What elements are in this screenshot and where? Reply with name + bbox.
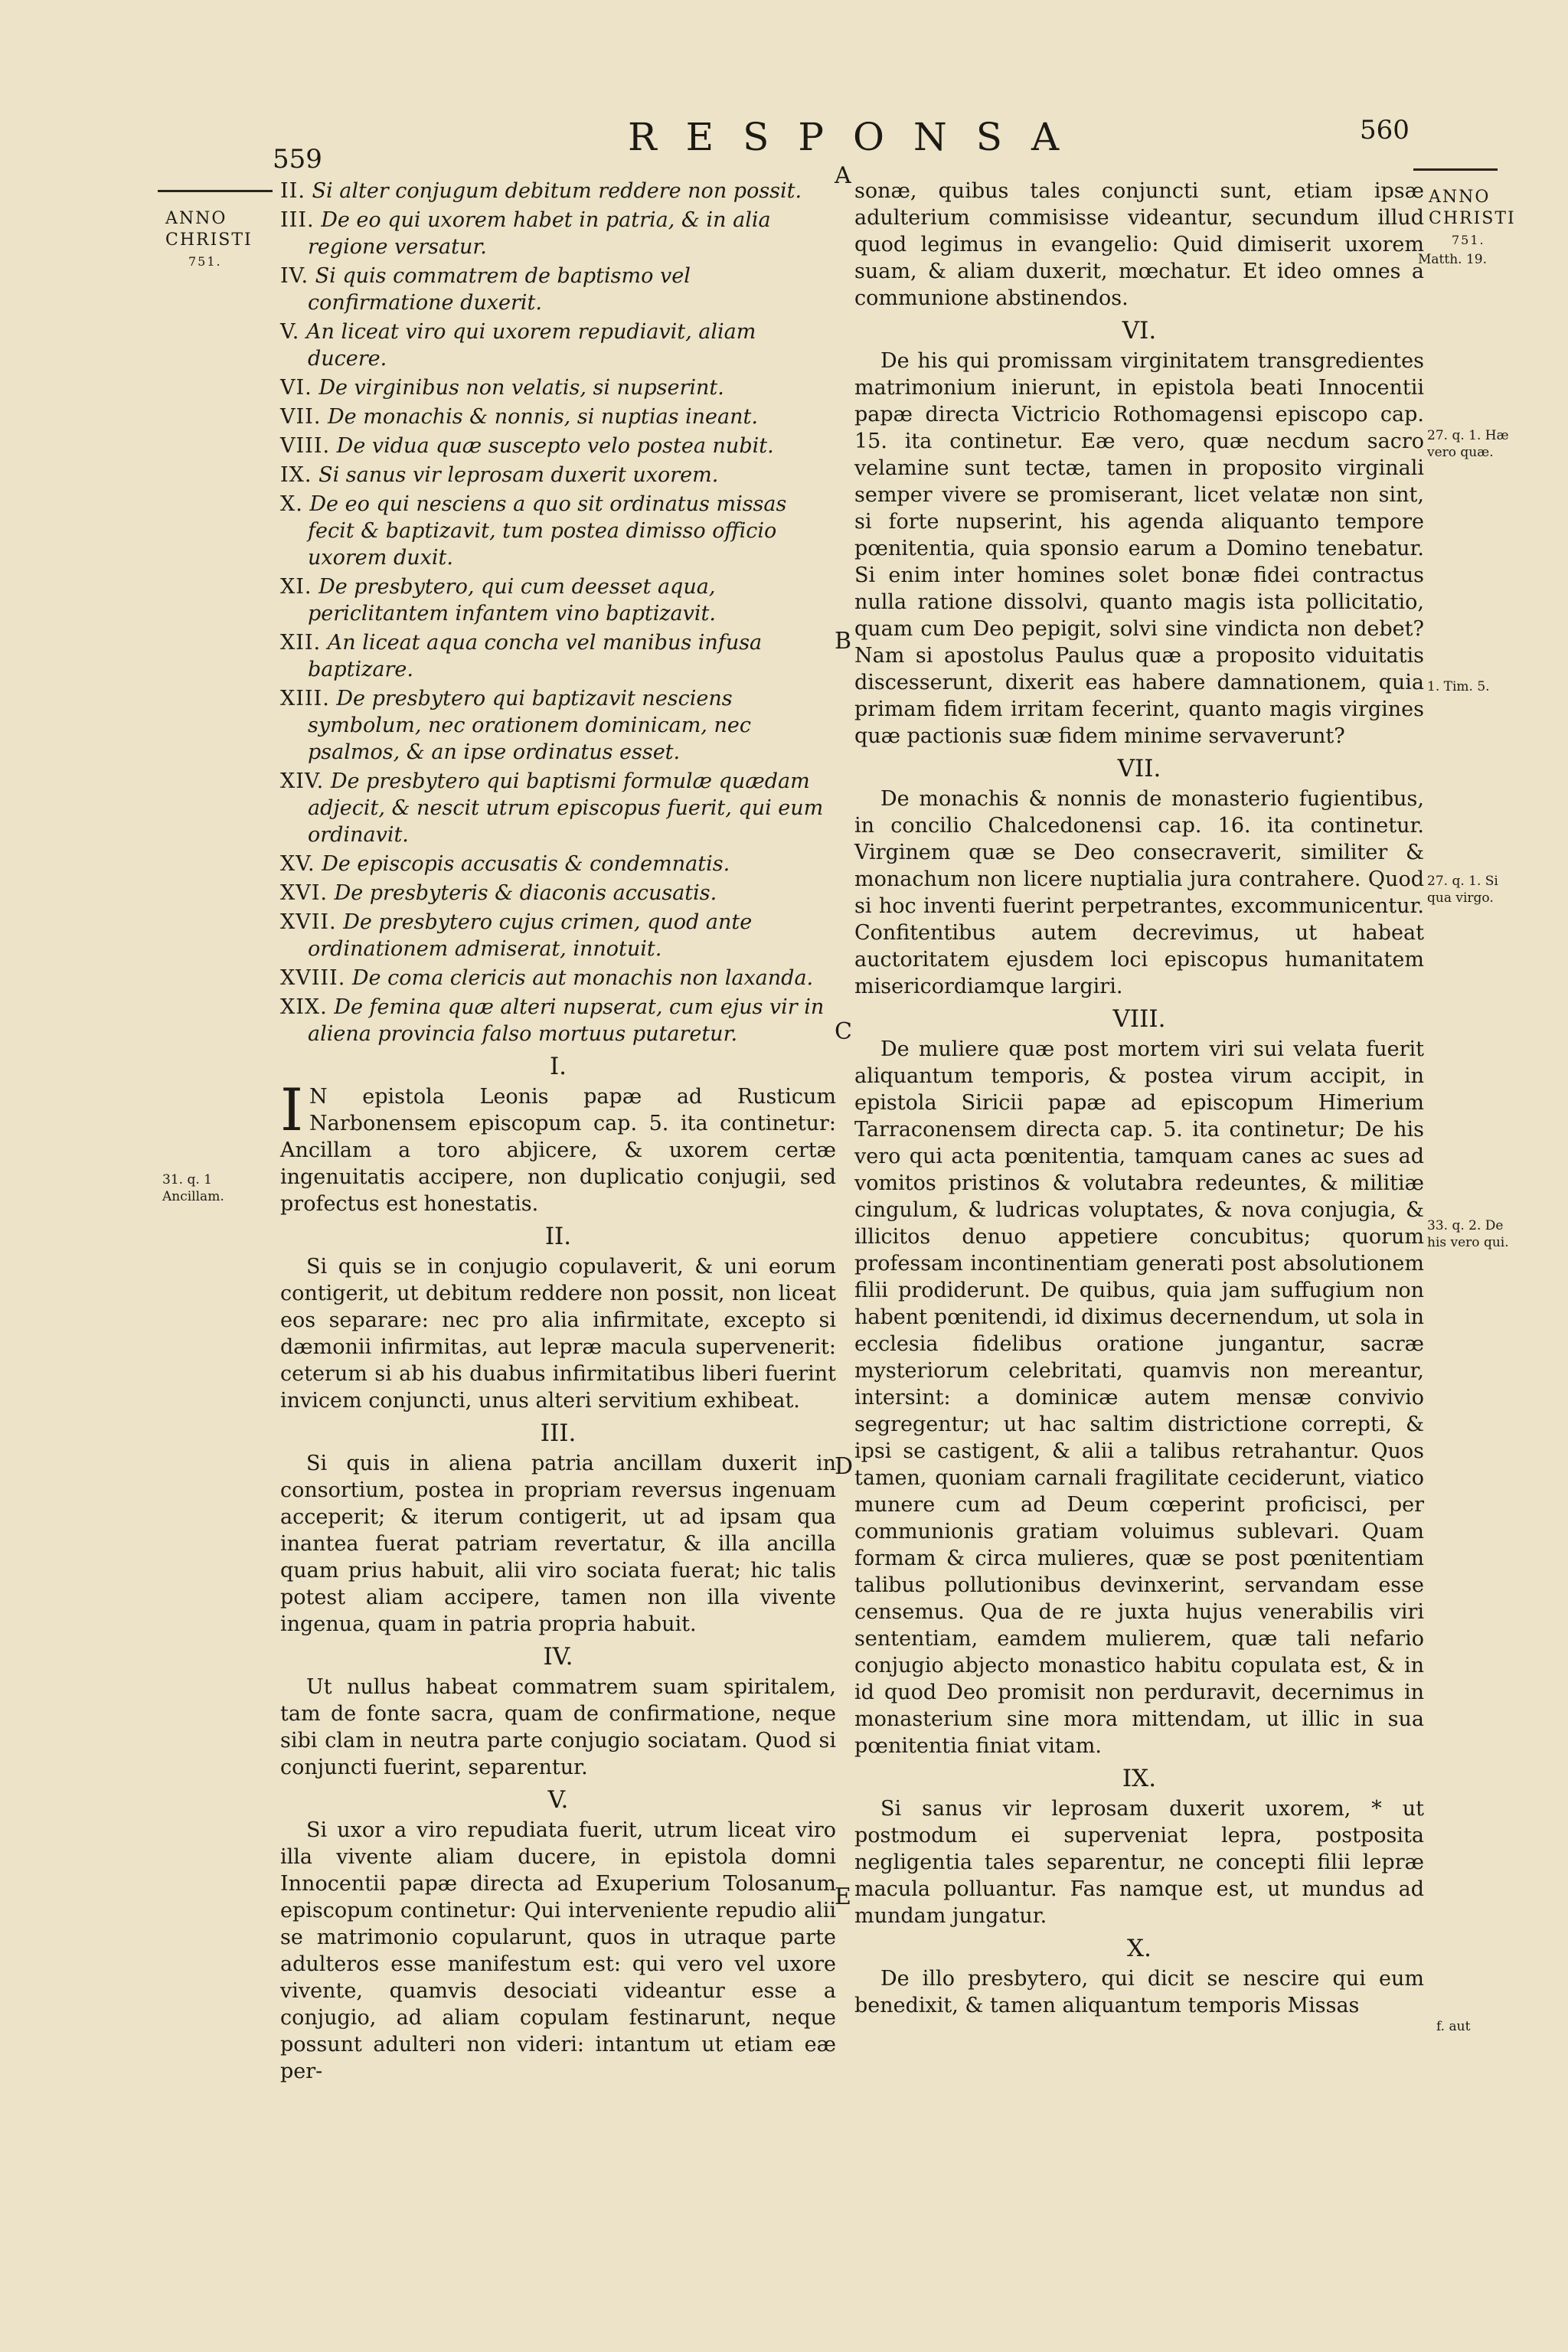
section-text: De illo presbytero, qui dicit se nescire qui eum benedixit, & tamen aliquantum temporis Missas — [854, 1967, 1424, 2017]
side-note-de-his: 33. q. 2. De his vero qui. — [1427, 1218, 1509, 1250]
left-christi-label: CHRISTI — [165, 230, 253, 250]
left-margin-rule — [158, 190, 273, 192]
chapter-list-item: XVIII. De coma clericis aut monachis non laxanda. — [280, 966, 814, 990]
section-heading: I. — [549, 1053, 567, 1080]
left-anno-label: ANNO — [165, 209, 227, 228]
right-column — [854, 178, 1424, 2022]
chapter-list-item: XVII. De presbytero cujus crimen, quod ante ordinationem admiserat, innotuit. — [280, 910, 753, 961]
section-heading: X. — [1127, 1935, 1152, 1962]
section-heading: II. — [544, 1223, 572, 1250]
continued-text: sonæ, quibus tales conjuncti sunt, etiam ipsæ adulterium commisisse videantur, secundum illud quod legimus in evangelio: Quid dimiserit uxorem suam, & aliam duxerit, mœchatur. Et ideo omnes a communione abstinendos. — [854, 179, 1424, 310]
section-heading: VIII. — [1112, 1005, 1166, 1033]
section-text: Si uxor a viro repudiata fuerit, utrum liceat viro illa vivente aliam ducere, in epistola domni Innocentii papæ directa ad Exuperium Tolosanum episcopum continetur: Qui interveniente repudio alii se matrimonio copularunt, quos in utraque parte adulteros esse manifestum est: qui vero vel uxore vivente, quamvis desociati videantur esse a conjugio, ad aliam copulam festinarunt, neque possunt adulteri non videri: intantum ut etiam eæ per- — [280, 1818, 836, 2083]
chapter-list-item: IV. Si quis commatrem de baptismo vel confirmatione duxerit. — [280, 264, 691, 315]
chapter-list-item: VII. De monachis & nonnis, si nuptias ineant. — [280, 405, 758, 429]
side-note-hae-vero: 27. q. 1. Hæ vero quæ. — [1427, 428, 1509, 460]
section-text: Si sanus vir leprosam duxerit uxorem, * ut postmodum ei superveniat lepra, postposita negligentia tales separentur, ne concepti filii lepræ macula polluantur. Fas namque est, ut mundus ad mundam jungatur. — [854, 1797, 1424, 1928]
chapter-list-item: XV. De episcopis accusatis & condemnatis. — [280, 852, 730, 876]
section-heading: V. — [547, 1786, 569, 1814]
section-text: De muliere quæ post mortem viri sui velata fuerit aliquantum temporis, & postea virum accipit, in epistola Siricii papæ ad episcopum Himerium Tarraconensem directa cap. 5. ita continetur; De his vero qui acta pœnitentia, tamquam canes ac sues ad vomitos pristinos & volutabra redeuntes, & militiæ cingulum, & ludricas voluptates, & nova conjugia, & illicitos denuo appetiere concubitus; quorum professam incontinentiam generati post absolutionem filii prodiderunt. De quibus, quia jam suffugium non habent pœnitendi, id diximus decernendum, ut sola in ecclesia fidelibus oratione jungantur, sacræ mysteriorum celebritati, quamvis non mereantur, intersint: a dominicæ autem mensæ convivio segregentur; ut hac saltim districtione correpti, & ipsi se castigent, & alii a talibus retrahantur. Quos tamen, quoniam carnali fragilitate ceciderunt, viatico munere cum ad Deum cœperint proficisci, per communionis gratiam voluimus sublevari. Quam formam & circa mulieres, quæ se post pœnitentiam talibus pollutionibus devinxerint, servandam esse censemus. Qua de re juxta hujus venerabilis viri sententiam, eamdem mulierem, quæ tali nefario conjugio abjecto monastico habitu copulata est, & in id quod Deo promisit non perduravit, decernimus in monasterium sine mora mittendam, ut illic in sua pœnitentia finiat vitam. — [854, 1037, 1424, 1758]
right-year-note — [1429, 187, 1516, 251]
side-note-si-qua: 27. q. 1. Si qua virgo. — [1427, 874, 1498, 906]
left-column — [280, 178, 836, 2088]
section-text: Ut nullus habeat commatrem suam spiritalem, tam de fonte sacra, quam de confirmatione, neque sibi clam in neutra parte conjugio sociatam. Quod si conjuncti fuerint, separentur. — [280, 1675, 836, 1779]
chapter-list-item: VI. De virginibus non velatis, si nupserint. — [280, 376, 724, 400]
section-heading: IX. — [1122, 1765, 1157, 1792]
section-heading: IV. — [543, 1643, 573, 1671]
running-header-title: RESPONSA — [628, 115, 1089, 159]
chapter-list-item: IX. Si sanus vir leprosam duxerit uxorem. — [280, 463, 719, 487]
side-note-tim: 1. Tim. 5. — [1427, 679, 1490, 694]
section-text: De monachis & nonnis de monasterio fugientibus, in concilio Chalcedonensi cap. 16. ita continetur. Virginem quæ se Deo consecraverit, similiter & monachum non licere nuptialia jura contrahere. Quod si hoc inventi fuerint perpetrantes, excommunicentur. Confitentibus autem decrevimus, ut habeat auctoritatem ejusdem loci episcopus humanitatem misericordiamque largiri. — [854, 787, 1424, 998]
chapter-list-item: XIII. De presbytero qui baptizavit nesciens symbolum, nec orationem dominicam, nec psalmos, & an ipse ordinatus esset. — [280, 687, 751, 764]
right-anno-label: ANNO — [1429, 188, 1491, 207]
chapter-list-item: II. Si alter conjugum debitum reddere non possit. — [280, 179, 802, 203]
section-heading: VII. — [1117, 755, 1161, 782]
section-heading: III. — [540, 1419, 577, 1447]
chapter-list-item: XIV. De presbytero qui baptismi formulæ quædam adjecit, & nescit utrum episcopus fuerit, qui eum ordinavit. — [280, 769, 824, 847]
section-text: Si quis in aliena patria ancillam duxerit in consortium, postea in propriam reversus ingenuam acceperit; & iterum contigerit, ut ad ipsam qua inantea fuerat patriam revertatur, & illa ancilla quam prius habuit, alii viro sociata fuerat; hic talis potest aliam accipere, tamen non illa vivente ingenua, quam in patria propria habuit. — [280, 1452, 836, 1636]
side-note-matth: Matth. 19. — [1418, 252, 1487, 267]
section-letter-a: A — [835, 162, 851, 189]
chapter-list-item: X. De eo qui nesciens a quo sit ordinatus missas fecit & baptizavit, tum postea dimisso officio uxorem duxit. — [280, 492, 787, 570]
page-number-right: 560 — [1360, 115, 1410, 145]
chapter-list-item: V. An liceat viro qui uxorem repudiavit, aliam ducere. — [280, 320, 756, 371]
right-christi-label: CHRISTI — [1429, 209, 1516, 228]
chapter-list-item: III. De eo qui uxorem habet in patria, & in alia regione versatur. — [280, 208, 771, 259]
side-note-ancillam: 31. q. 1 Ancillam. — [162, 1172, 224, 1204]
section-letter-e: E — [835, 1883, 851, 1910]
chapter-list-item: VIII. De vidua quæ suscepto velo postea nubit. — [280, 434, 774, 458]
left-year-label: 751. — [188, 254, 222, 269]
section-letter-c: C — [835, 1018, 852, 1045]
page-number-left: 559 — [273, 144, 322, 175]
side-note-aut: f. aut — [1436, 2019, 1471, 2034]
right-year-label: 751. — [1452, 233, 1485, 247]
chapter-list — [280, 178, 836, 1047]
drop-cap: I — [280, 1076, 304, 1144]
section-letter-d: D — [835, 1453, 854, 1480]
chapter-list-item: XIX. De femina quæ alteri nupserat, cum ejus vir in aliena provincia falso mortuus putaretur. — [280, 995, 825, 1046]
section-letter-b: B — [835, 628, 852, 655]
section-heading: VI. — [1122, 317, 1157, 345]
section-text: Si quis se in conjugio copulaverit, & uni eorum contigerit, ut debitum reddere non possit, non liceat eos separare: nec pro alia infirmitate, excepto si dæmonii infirmitas, aut lepræ macula supervenerit: ceterum si ab his duabus infirmitatibus liberi fuerint invicem conjuncti, unus alteri servitium exhibeat. — [280, 1255, 836, 1413]
right-margin-rule — [1413, 168, 1498, 171]
chapter-list-item: XVI. De presbyteris & diaconis accusatis. — [280, 881, 717, 905]
chapter-list-item: XI. De presbytero, qui cum deesset aqua, periclitantem infantem vino baptizavit. — [280, 575, 716, 626]
left-year-note — [165, 208, 253, 273]
section-text: De his qui promissam virginitatem transgredientes matrimonium inierunt, in epistola beati Innocentii papæ directa Victricio Rothomagensi episcopo cap. 15. ita continetur. Eæ vero, quæ necdum sacro velamine sunt tectæ, tamen in proposito virginali semper vivere se promiserant, licet velatæ non sint, si forte nupserint, his agenda aliquanto tempore pœnitentia, quia sponsio earum a Domino tenebatur. Si enim inter homines solet bonæ fidei contractus nulla ratione dissolvi, quanto magis ista pollicitatio, quam cum Deo pepigit, solvi sine vindicta non debet? Nam si apostolus Paulus quæ a proposito viduitatis discesserunt, dixerit eas habere damnationem, quia primam fidem irritam fecerint, quanto magis virgines quæ pactionis suæ fidem minime servaverunt? — [854, 349, 1424, 748]
chapter-list-item: XII. An liceat aqua concha vel manibus infusa baptizare. — [280, 631, 763, 681]
section-text: I N epistola Leonis papæ ad Rusticum Narbonensem episcopum cap. 5. ita continetur: Ancillam a toro abjicere, & uxorem certæ ingenuitatis accipere, non duplicatio conjugii, sed profectus est honestatis. — [280, 1076, 836, 1216]
